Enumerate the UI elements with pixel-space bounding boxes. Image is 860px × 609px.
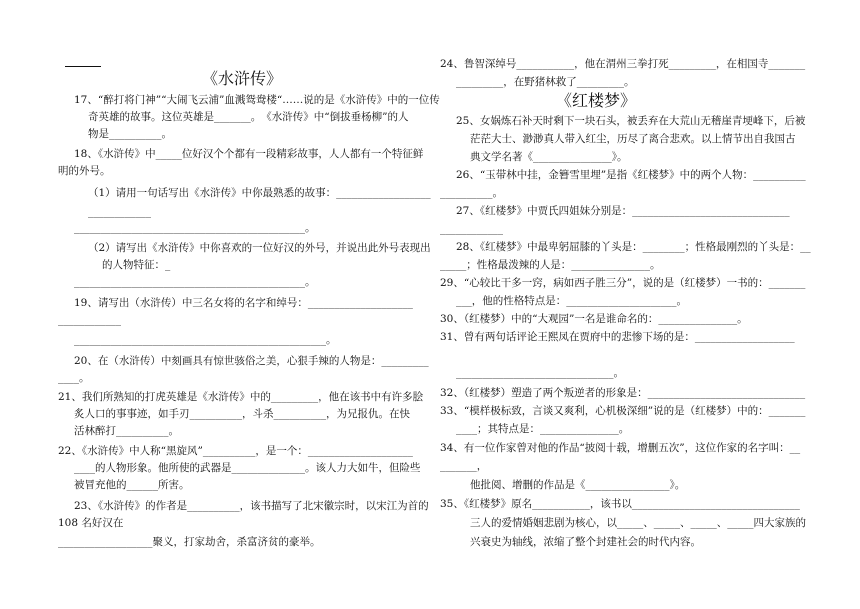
q19-line1: 19、请写出（水浒传）中三名女将的名字和绰号：____________________	[74, 297, 413, 309]
corner-blank-line	[65, 66, 101, 67]
q20-line1: 20、在（水浒传）中刻画具有惊世骇俗之美，心狠手辣的人物是：_________	[74, 355, 429, 367]
q25-line2: 茫茫大士、渺渺真人带入红尘，历尽了离合悲欢。以上情节出自我国古	[470, 133, 796, 145]
q30-line1: 30、（红楼梦）中的“大观园”一名是谁命名的：_______________。	[440, 313, 748, 325]
q23-line1: 23、《水浒传》的作者是__________，该书描写了北宋徽宗时，以宋江为首的	[74, 500, 429, 512]
q33-line2: ____；其特点是：_______________。	[456, 423, 630, 435]
q18-line2: 明的外号。	[58, 165, 111, 177]
q35-line1: 35、《红楼梦》原名___________，该书以________________________________	[440, 498, 800, 510]
q21-line1: 21、我们所熟知的打虎英雄是《水浒传》中的_________，他在该书中有许多脍	[58, 391, 424, 403]
q24-line2: _________，在野猪林救了_________。	[456, 76, 635, 88]
q35-line2: 三人的爱情婚姻悲剧为核心，以_____、_____、_____、_____四大家族的	[470, 517, 806, 529]
q18-line1: 18、《水浒传》中_____位好汉个个都有一段精彩故事，人人都有一个特征鲜	[74, 148, 424, 160]
q17-line2: 奇英雄的故事。这位英雄是_______。 《水浒传》中“倒拔垂杨柳”的人	[88, 111, 409, 123]
q32-line1: 32、（红楼梦）塑造了两个叛逆者的形象是：______________________________	[440, 387, 806, 399]
q35-line3: 兴衰史为轴线，浓缩了整个封建社会的时代内容。	[470, 536, 701, 548]
section-title-hongloumeng: 《红楼梦》	[555, 91, 636, 110]
q22-line2: ____的人物形象。他所使的武器是______________。该人力大如牛，但险些	[74, 462, 421, 474]
q34-line3: 他批阅、增删的作品是《________________》。	[470, 479, 686, 491]
q18-sub2-line2: 的人物特征：_	[102, 259, 171, 271]
q22-line3: 被冒充他的______所害。	[74, 479, 190, 491]
q17-line1: 17、“醉打将门神”“大闹飞云浦”血溅鸳鸯楼“……说的是《水浒传》中的一位传	[74, 94, 440, 106]
q34-line2: _______，	[440, 460, 488, 472]
q34-line1: 34、有一位作家曾对他的作品“披阅十载，增删五次”，这位作家的名字叫：__	[440, 442, 801, 454]
q27-line2: ____________	[440, 223, 503, 235]
q27-line1: 27、《红楼梦》中贾氏四姐妹分别是：______________________________	[456, 205, 790, 217]
q25-line1: 25、女娲炼石补天时剩下一块石头，被丢弃在大荒山无稽崖青埂峰下，后被	[456, 115, 806, 127]
q19-line3: ________________________________________________。	[74, 334, 337, 346]
q33-line1: 33、“模样极标致，言谈又爽利，心机极深细”说的是（红楼梦）中的：_______	[440, 405, 806, 417]
q20-line2: ____。	[58, 372, 90, 384]
q18-sub1-line3: ____________________________________________。	[74, 222, 316, 234]
q18-sub1-line1: （1）请用一句话写出《水浒传》中你最熟悉的故事：__________________	[88, 187, 431, 199]
q31-line1: 31、曾有两句话评论王熙凤在贾府中的悲惨下场的是：___________________	[440, 331, 795, 343]
q31-line3: ______________________________。	[456, 367, 624, 379]
q17-line3: 物是__________。	[88, 128, 172, 140]
q24-line1: 24、鲁智深绰号___________，他在渭州三拳打死_________，在相国寺_______	[440, 58, 806, 70]
q18-sub2-line3: ____________________________________________。	[74, 276, 316, 288]
q18-sub1-line2: ____________	[88, 206, 151, 218]
q23-line3: __________________聚义，打家劫舍，杀富济贫的豪举。	[58, 536, 321, 548]
q21-line2: 炙人口的事事迹，如手刃__________，斗杀__________，为兄报仇。在快	[74, 408, 410, 420]
q19-line2: ____________	[58, 314, 121, 326]
q23-line2: 108 名好汉在	[58, 517, 124, 529]
q29-line2: ___，他的性格特点是：_____________________。	[456, 295, 687, 307]
q18-sub2-line1: （2）请写出《水浒传》中你喜欢的一位好汉的外号，并说出此外号表现出	[88, 242, 431, 254]
q28-line2: _____；性格最泼辣的人是：_______________。	[440, 259, 661, 271]
q28-line1: 28、《红楼梦》中最卑躬屈膝的丫头是：________；性格最刚烈的丫头是：__	[456, 241, 811, 253]
q26-line1: 26、“玉带林中挂，金簪雪里埋”是指《红楼梦》中的两个人物：__________	[456, 169, 806, 181]
q25-line3: 典文学名著《_______________》。	[470, 151, 628, 163]
q26-line2: __________。	[440, 187, 503, 199]
section-title-shuihu: 《水浒传》	[201, 69, 282, 88]
q29-line1: 29、“心较比干多一窍，病如西子胜三分”，说的是（红楼梦）一书的：_______	[440, 277, 806, 289]
q21-line3: 活林醉打__________。	[74, 425, 179, 437]
q22-line1: 22、《水浒传》中人称“黑旋风”__________，是一个：____________________	[58, 445, 413, 457]
